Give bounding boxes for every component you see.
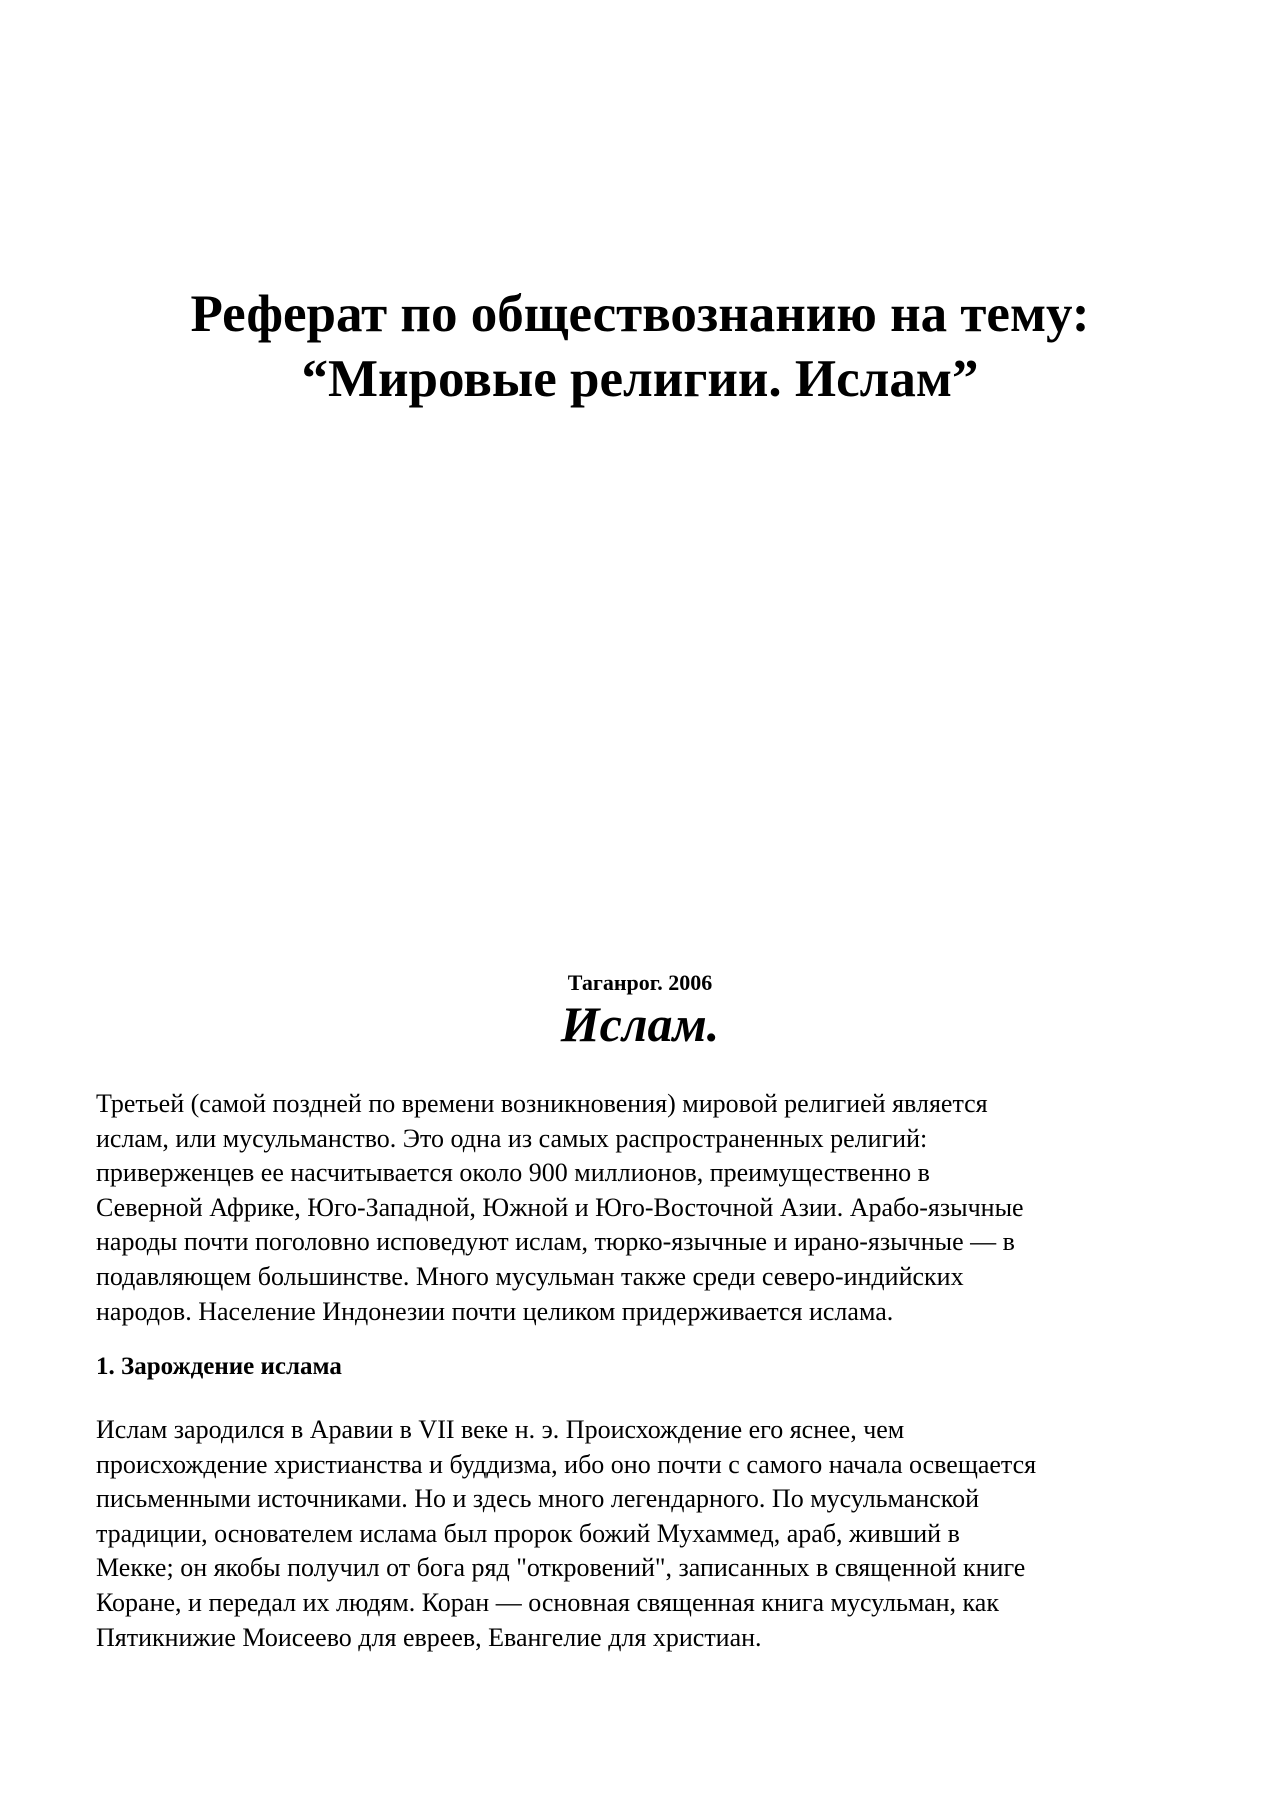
paragraph-line: приверженцев ее насчитывается около 900 миллионов, преимущественно в <box>96 1158 930 1188</box>
paragraph-line: Коране, и передал их людям. Коран — основная священная книга мусульман, как <box>96 1587 999 1617</box>
subheading-origin-of-islam: 1. Зарождение ислама <box>96 1353 342 1380</box>
paragraph-1 <box>96 1087 1216 1329</box>
paragraph-line: Ислам зародился в Аравии в VII веке н. э. Происхождение его яснее, чем <box>96 1415 905 1444</box>
section-heading: Ислам. <box>560 996 720 1052</box>
paragraph-line: Пятикнижие Моисеево для евреев, Евангелие для христиан. <box>96 1622 762 1652</box>
paragraph-line: народы почти поголовно исповедуют ислам, тюрко-язычные и ирано-язычные — в <box>96 1227 1015 1257</box>
paragraph-line: происхождение христианства и буддизма, ибо оно почти с самого начала освещается <box>96 1449 1037 1479</box>
paragraph-line: ислам, или мусульманство. Это одна из самых распространенных религий: <box>96 1123 928 1153</box>
paragraph-line: народов. Население Индонезии почти целиком придерживается ислама. <box>96 1296 894 1326</box>
title-line-2: “Мировые религии. Ислам” <box>301 350 979 408</box>
paragraph-line: подавляющем большинстве. Много мусульман также среди северо-индийских <box>96 1261 964 1291</box>
document-title <box>0 282 1280 412</box>
paragraph-line: письменными источниками. Но и здесь много легендарного. По мусульманской <box>96 1484 980 1514</box>
paragraph-line: Мекке; он якобы получил от бога ряд "откровений", записанных в священной книге <box>96 1553 1026 1583</box>
city-year: Таганрог. 2006 <box>567 970 713 995</box>
paragraph-line: Северной Африке, Юго-Западной, Южной и Юго-Восточной Азии. Арабо-язычные <box>96 1192 1024 1222</box>
paragraph-line: традиции, основателем ислама был пророк божий Мухаммед, араб, живший в <box>96 1518 960 1548</box>
paragraph-2 <box>96 1413 1216 1655</box>
paragraph-line: Третьей (самой поздней по времени возникновения) мировой религией является <box>96 1089 988 1118</box>
title-line-1: Реферат по обществознанию на тему: <box>190 285 1090 343</box>
